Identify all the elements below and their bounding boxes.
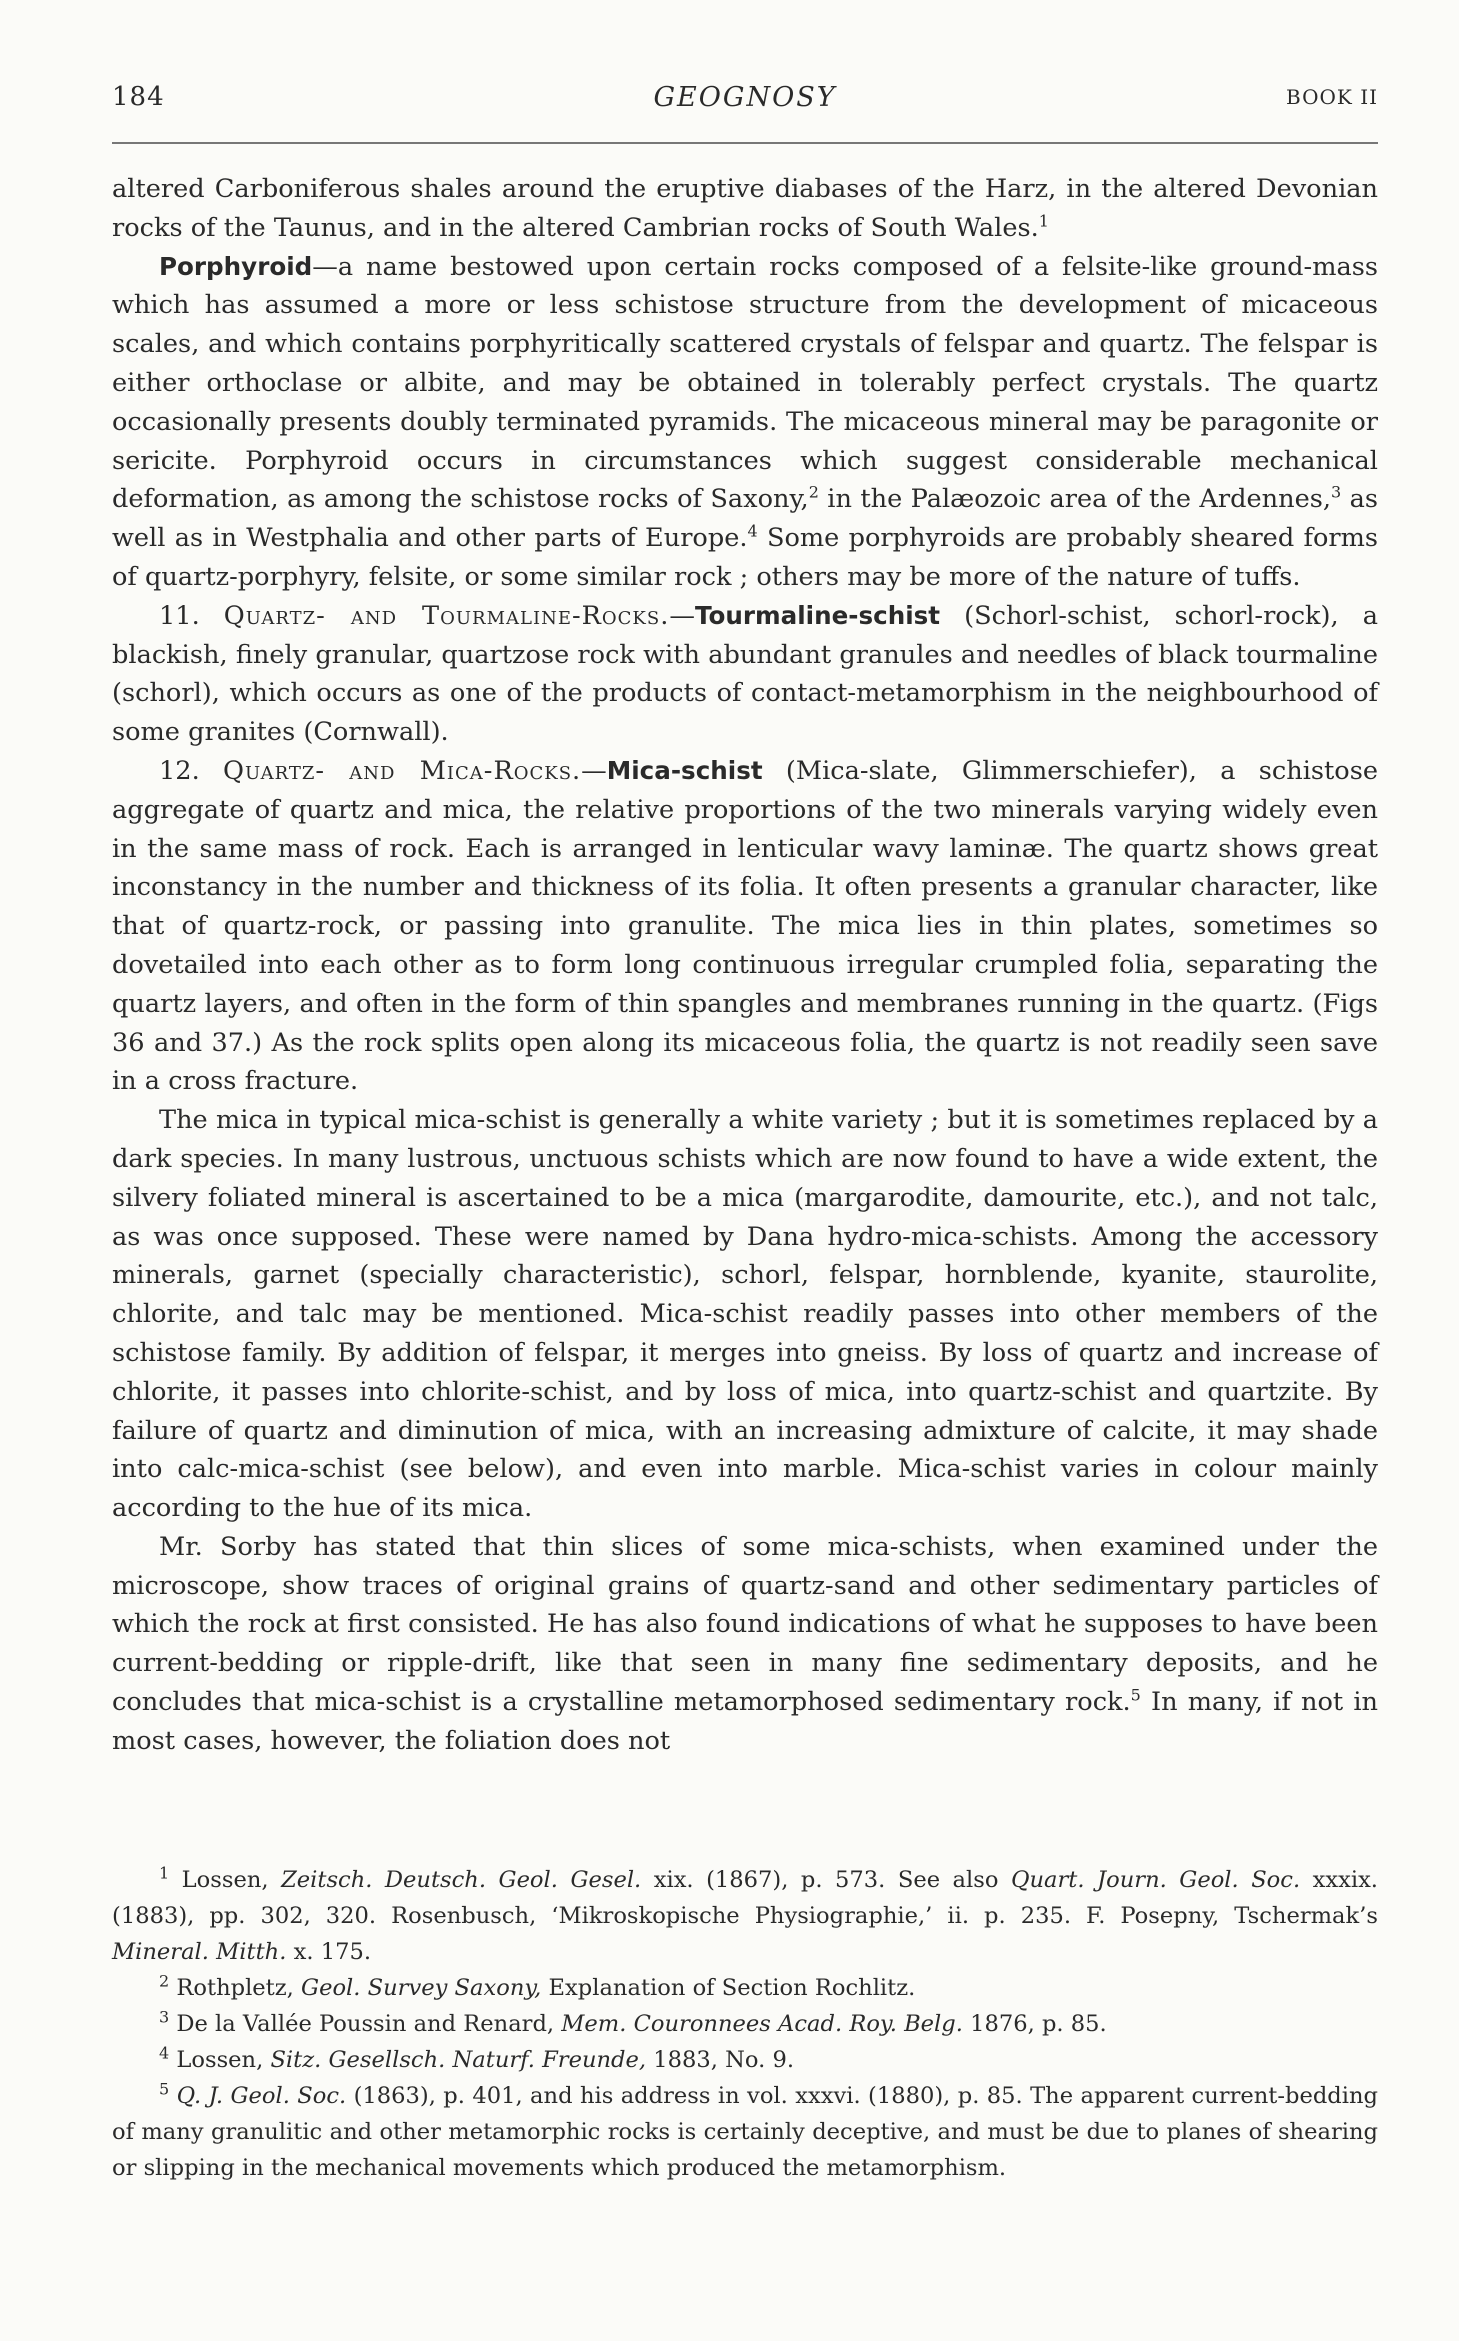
footnote-ref: 1 xyxy=(1038,211,1049,231)
main-text xyxy=(112,170,1378,1761)
footnote-ref: 2 xyxy=(808,482,819,502)
section-title: Quartz- and Tourmaline-Rocks. xyxy=(223,600,670,631)
footnote-5: $^5$ Q. J. Geol. Soc. (1863), p. 401, and his address in vol. xxxvi. (1880), p. 85. The apparent current-bedding of many granulitic and other metamorphic rocks is certainly deceptive, and must be due to planes of shearing or slipping in the mechanical movements which produced the metamorphism. xyxy=(112,2079,1379,2181)
footnote-4: $^4$ Lossen, Sitz. Gesellsch. Naturf. Freunde, 1883, No. 9. xyxy=(159,2043,795,2073)
footnote-ref: 3 xyxy=(1331,482,1342,502)
section-number: 12. xyxy=(159,755,200,786)
header-rule xyxy=(112,142,1378,144)
paragraph-sorby: Mr. Sorby has stated that thin slices of some mica-schists, when examined under the microscope, show traces of original grains of quartz-sand and other sedimentary particles of which the rock at first consisted. He has also found indications of what he supposes to have been current-bedding or ripple-drift, like that seen in many fine sedimentary deposits, and he concludes that mica-schist is a crystalline metamorphosed sedimentary rock.$^5$ In many, if not in most cases, however, the foliation does not xyxy=(112,1531,1378,1756)
footnote-ref: 4 xyxy=(747,521,758,541)
paragraph-mica-variety: The mica in typical mica-schist is generally a white variety ; but it is sometimes replaced by a dark species. In many lustrous, unctuous schists which are now found to have a wide extent, the silvery foliated mineral is ascertained to be a mica (margarodite, damourite, etc.), and not talc, as was once supposed. These were named by Dana hydro-mica-schists. Among the accessory minerals, garnet (specially characteristic), schorl, felspar, hornblende, kyanite, staurolite, chlorite, and talc may be mentioned. Mica-schist readily passes into other members of the schistose family. By addition of felspar, it merges into gneiss. By loss of quartz and increase of chlorite, it passes into chlorite-schist, and by loss of mica, into quartz-schist and quartzite. By failure of quartz and diminution of mica, with an increasing admixture of calcite, it may shade into calc-mica-schist (see below), and even into marble. Mica-schist varies in colour mainly according to the hue of its mica. xyxy=(112,1105,1378,1524)
footnote-3: $^3$ De la Vallée Poussin and Renard, Mem. Couronnees Acad. Roy. Belg. 1876, p. 85. xyxy=(159,2007,1107,2037)
section-number: 11. xyxy=(159,600,200,631)
page-number: 184 xyxy=(112,82,165,112)
footnote-2: $^2$ Rothpletz, Geol. Survey Saxony, Explanation of Section Rochlitz. xyxy=(159,1971,916,2001)
term-heading: Mica-schist xyxy=(606,755,763,785)
running-header xyxy=(112,82,1378,126)
paragraph-porphyroid: Porphyroid—a name bestowed upon certain rocks composed of a felsite-like ground-mass which has assumed a more or less schistose structure from the development of micaceous scales, and which contains porphyritically scattered crystals of felspar and quartz. The felspar is either orthoclase or albite, and may be obtained in tolerably perfect crystals. The quartz occasionally presents doubly terminated pyramids. The micaceous mineral may be paragonite or sericite. Porphyroid occurs in circumstances which suggest considerable mechanical deformation, as among the schistose rocks of Saxony,$^2$ in the Palæozoic area of the Ardennes,$^3$ as well as in Westphalia and other parts of Europe.$^4$ Some porphyroids are probably sheared forms of quartz-porphyry, felsite, or some similar rock ; others may be more of the nature of tuffs. xyxy=(112,251,1379,592)
term-heading: Tourmaline-schist xyxy=(694,600,941,630)
footnote-ref: 5 xyxy=(1130,1685,1141,1705)
paragraph-mica-schist: 12. Quartz- and Mica-Rocks.—Mica-schist (Mica-slate, Glimmerschiefer), a schistose aggregate of quartz and mica, the relative proportions of the two minerals varying widely even in the same mass of rock. Each is arranged in lenticular wavy laminæ. The quartz shows great inconstancy in the number and thickness of its folia. It often presents a granular character, like that of quartz-rock, or passing into granulite. The mica lies in thin plates, sometimes so dovetailed into each other as to form long continuous irregular crumpled folia, separating the quartz layers, and often in the form of thin spangles and membranes running in the quartz. (Figs 36 and 37.) As the rock splits open along its micaceous folia, the quartz is not readily seen save in a cross fracture. xyxy=(112,755,1378,1097)
book-label: BOOK II xyxy=(1286,85,1378,109)
paragraph-continued: altered Carboniferous shales around the eruptive diabases of the Harz, in the altered Devonian rocks of the Taunus, and in the altered Cambrian rocks of South Wales.$^1$ xyxy=(112,174,1378,243)
paragraph-tourmaline: 11. Quartz- and Tourmaline-Rocks.—Tourmaline-schist (Schorl-schist, schorl-rock), a blackish, finely granular, quartzose rock with abundant granules and needles of black tourmaline (schorl), which occurs as one of the products of contact-metamorphism in the neighbourhood of some granites (Cornwall). xyxy=(112,600,1378,748)
footnotes xyxy=(112,1862,1378,2186)
running-title: GEOGNOSY xyxy=(653,82,837,113)
footnote-1: $^1$ Lossen, Zeitsch. Deutsch. Geol. Gesel. xix. (1867), p. 573. See also Quart. Journ. Geol. Soc. xxxix. (1883), pp. 302, 320. Rosenbusch, ‘Mikroskopische Physiographie,’ ii. p. 235. F. Posepny, Tschermak’s Mineral. Mitth. x. 175. xyxy=(112,1863,1378,1965)
term-heading: Porphyroid xyxy=(159,251,313,281)
section-title: Quartz- and Mica-Rocks. xyxy=(222,755,582,786)
